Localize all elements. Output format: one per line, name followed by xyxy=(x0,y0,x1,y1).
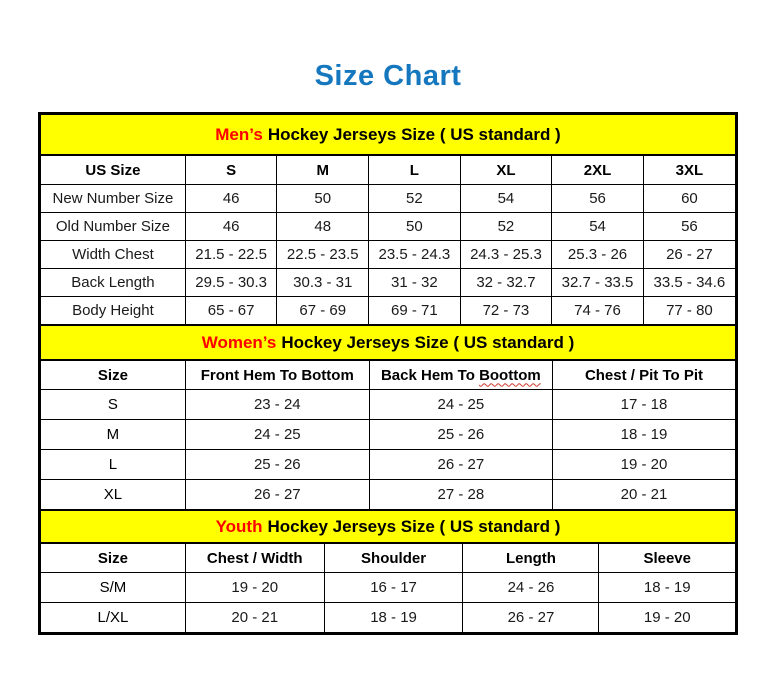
column-header: Shoulder xyxy=(324,544,463,573)
size-cell: 48 xyxy=(277,213,369,241)
size-cell: 46 xyxy=(185,213,277,241)
banner-text-youth: Hockey Jerseys Size ( US standard ) xyxy=(267,517,561,536)
size-cell: 21.5 - 22.5 xyxy=(185,241,277,269)
row-label: New Number Size xyxy=(41,185,185,213)
size-cell: 19 - 20 xyxy=(185,573,324,603)
row-label: S/M xyxy=(41,573,185,603)
size-cell: 24.3 - 25.3 xyxy=(460,241,552,269)
size-cell: 32.7 - 33.5 xyxy=(552,269,644,297)
size-cell: 26 - 27 xyxy=(185,480,369,510)
men-size-table xyxy=(41,156,735,324)
size-cell: 56 xyxy=(643,213,735,241)
size-cell: 26 - 27 xyxy=(463,603,599,633)
size-cell: 52 xyxy=(369,185,461,213)
banner-highlight-women: Women’s xyxy=(201,333,277,352)
column-header: M xyxy=(277,156,369,185)
size-cell: 25 - 26 xyxy=(185,450,369,480)
column-header: Sleeve xyxy=(599,544,735,573)
size-cell: 29.5 - 30.3 xyxy=(185,269,277,297)
banner-highlight-men: Men’s xyxy=(215,125,263,144)
column-header: US Size xyxy=(41,156,185,185)
size-cell: 56 xyxy=(552,185,644,213)
size-cell: 72 - 73 xyxy=(460,297,552,325)
banner-text-men: Hockey Jerseys Size ( US standard ) xyxy=(267,125,561,144)
size-cell: 18 - 19 xyxy=(599,573,735,603)
size-cell: 50 xyxy=(277,185,369,213)
column-header: 3XL xyxy=(643,156,735,185)
misspelled-word: Boottom xyxy=(479,366,541,384)
header-row xyxy=(41,361,735,390)
size-cell: 46 xyxy=(185,185,277,213)
column-header: Size xyxy=(41,361,185,390)
size-cell: 52 xyxy=(460,213,552,241)
row-label: XL xyxy=(41,480,185,510)
section-men xyxy=(41,115,735,324)
size-cell: 17 - 18 xyxy=(552,390,735,420)
row-label: Body Height xyxy=(41,297,185,325)
table-row xyxy=(41,213,735,241)
row-label: L xyxy=(41,450,185,480)
size-cell: 65 - 67 xyxy=(185,297,277,325)
youth-size-table xyxy=(41,544,735,632)
table-row xyxy=(41,269,735,297)
size-cell: 26 - 27 xyxy=(643,241,735,269)
column-header: Front Hem To Bottom xyxy=(185,361,369,390)
column-header: L xyxy=(369,156,461,185)
table-row xyxy=(41,480,735,510)
column-header: Length xyxy=(463,544,599,573)
table-row xyxy=(41,241,735,269)
size-cell: 23 - 24 xyxy=(185,390,369,420)
size-cell: 74 - 76 xyxy=(552,297,644,325)
row-label: L/XL xyxy=(41,603,185,633)
youth-section-banner xyxy=(41,509,735,544)
table-row xyxy=(41,420,735,450)
banner-text-women: Hockey Jerseys Size ( US standard ) xyxy=(281,333,575,352)
column-header: XL xyxy=(460,156,552,185)
size-cell: 20 - 21 xyxy=(552,480,735,510)
column-header: Chest / Width xyxy=(185,544,324,573)
size-cell: 32 - 32.7 xyxy=(460,269,552,297)
row-label: Old Number Size xyxy=(41,213,185,241)
table-row xyxy=(41,450,735,480)
section-youth xyxy=(41,509,735,632)
size-cell: 60 xyxy=(643,185,735,213)
column-header: 2XL xyxy=(552,156,644,185)
size-cell: 22.5 - 23.5 xyxy=(277,241,369,269)
size-chart-tables xyxy=(38,112,738,635)
column-header: Size xyxy=(41,544,185,573)
table-row xyxy=(41,573,735,603)
size-cell: 54 xyxy=(552,213,644,241)
size-cell: 18 - 19 xyxy=(324,603,463,633)
row-label: M xyxy=(41,420,185,450)
size-cell: 27 - 28 xyxy=(369,480,552,510)
table-row xyxy=(41,390,735,420)
size-cell: 54 xyxy=(460,185,552,213)
size-cell: 77 - 80 xyxy=(643,297,735,325)
table-row xyxy=(41,603,735,633)
women-section-banner xyxy=(41,324,735,361)
table-row xyxy=(41,185,735,213)
row-label: Width Chest xyxy=(41,241,185,269)
size-cell: 19 - 20 xyxy=(599,603,735,633)
size-cell: 69 - 71 xyxy=(369,297,461,325)
size-cell: 25 - 26 xyxy=(369,420,552,450)
row-label: S xyxy=(41,390,185,420)
size-cell: 67 - 69 xyxy=(277,297,369,325)
women-size-table xyxy=(41,361,735,509)
section-women xyxy=(41,324,735,509)
size-cell: 16 - 17 xyxy=(324,573,463,603)
size-cell: 50 xyxy=(369,213,461,241)
row-label: Back Length xyxy=(41,269,185,297)
men-section-banner xyxy=(41,115,735,156)
column-header: Back Hem To Boottom xyxy=(369,361,552,390)
size-cell: 33.5 - 34.6 xyxy=(643,269,735,297)
size-cell: 24 - 25 xyxy=(369,390,552,420)
size-cell: 25.3 - 26 xyxy=(552,241,644,269)
banner-highlight-youth: Youth xyxy=(215,517,263,536)
column-header: Chest / Pit To Pit xyxy=(552,361,735,390)
size-cell: 20 - 21 xyxy=(185,603,324,633)
size-cell: 26 - 27 xyxy=(369,450,552,480)
size-cell: 18 - 19 xyxy=(552,420,735,450)
page-title: Size Chart xyxy=(314,60,462,92)
size-cell: 31 - 32 xyxy=(369,269,461,297)
header-row xyxy=(41,156,735,185)
header-row xyxy=(41,544,735,573)
size-cell: 24 - 26 xyxy=(463,573,599,603)
column-header: S xyxy=(185,156,277,185)
table-row xyxy=(41,297,735,325)
size-cell: 19 - 20 xyxy=(552,450,735,480)
size-cell: 23.5 - 24.3 xyxy=(369,241,461,269)
size-cell: 30.3 - 31 xyxy=(277,269,369,297)
size-cell: 24 - 25 xyxy=(185,420,369,450)
